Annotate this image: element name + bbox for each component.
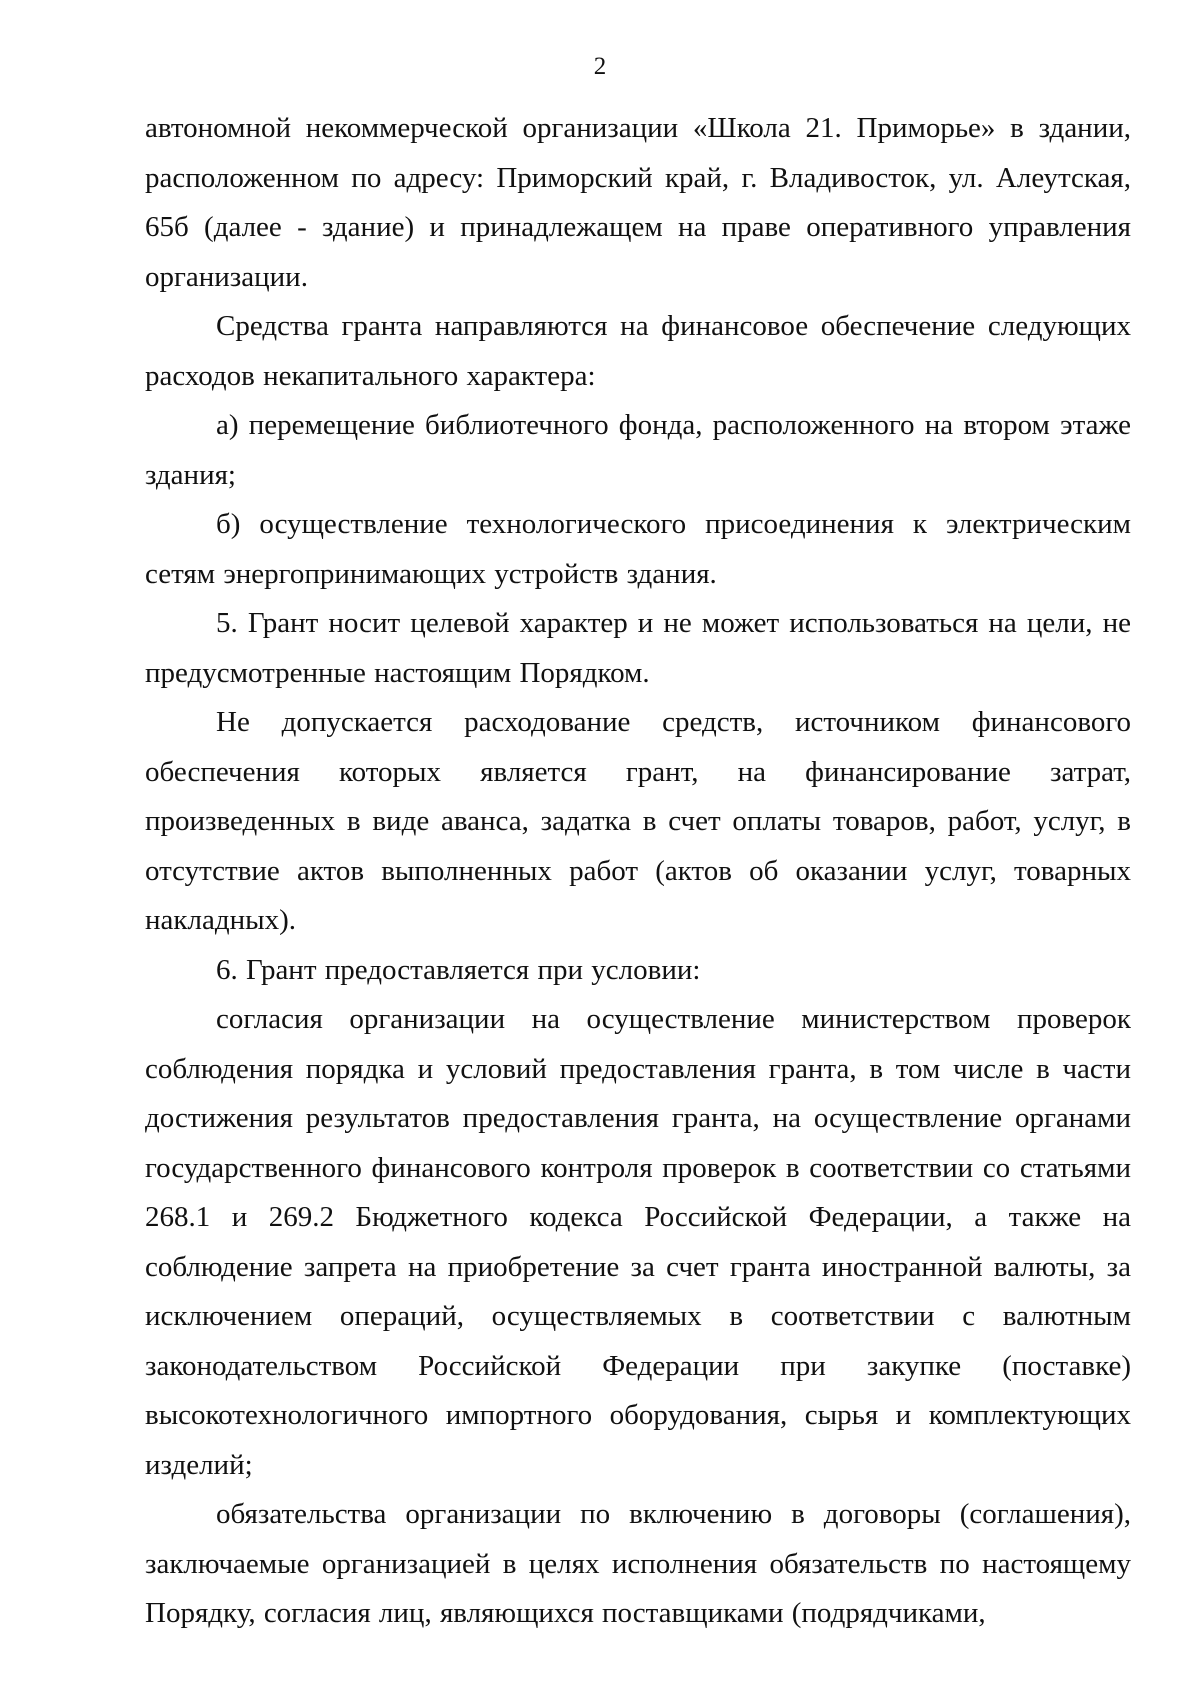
paragraph-obligations: обязательства организации по включению в договоры (соглашения), заключаемые организацией в целях исполнения обязательств по настоящему Порядку, согласия лиц, являющихся поставщиками (подрядчиками, (145, 1498, 1131, 1629)
clause-6: 6. Грант предоставляется при условии: (216, 953, 701, 986)
paragraph-grant-expenses: Средства гранта направляются на финансовое обеспечение следующих расходов некапитального характера: (145, 310, 1131, 392)
paragraph-consent: согласия организации на осуществление министерством проверок соблюдения порядка и условий предоставления гранта, в том числе в части достижения результатов предоставления гранта, на осуществление органами государственного финансового контроля проверок в соответствии со статьями 268.1 и 269.2 Бюджетного кодекса Российской Федерации, а также на соблюдение запрета на приобретение за счет гранта иностранной валюты, за исключением операций, осуществляемых в соответствии с валютным законодательством Российской Федерации при закупке (поставке) высокотехнологичного импортного оборудования, сырья и комплектующих изделий; (145, 1003, 1131, 1481)
paragraph-prohibition: Не допускается расходование средств, источником финансового обеспечения которых является грант, на финансирование затрат, произведенных в виде аванса, задатка в счет оплаты товаров, работ, услуг, в отсутствие актов выполненных работ (актов об оказании услуг, товарных накладных). (145, 706, 1131, 936)
paragraph-continuation: автономной некоммерческой организации «Школа 21. Приморье» в здании, расположенном по адресу: Приморский край, г. Владивосток, ул. Алеутская, 65б (далее - здание) и принадлежащем на праве оперативного управления организации. (145, 112, 1131, 293)
page-number: 2 (593, 53, 607, 80)
document-body (145, 104, 1131, 1639)
list-item-a: а) перемещение библиотечного фонда, расположенного на втором этаже здания; (145, 409, 1131, 491)
clause-5: 5. Грант носит целевой характер и не может использоваться на цели, не предусмотренные настоящим Порядком. (145, 607, 1131, 689)
list-item-b: б) осуществление технологического присоединения к электрическим сетям энергопринимающих устройств здания. (145, 508, 1131, 590)
